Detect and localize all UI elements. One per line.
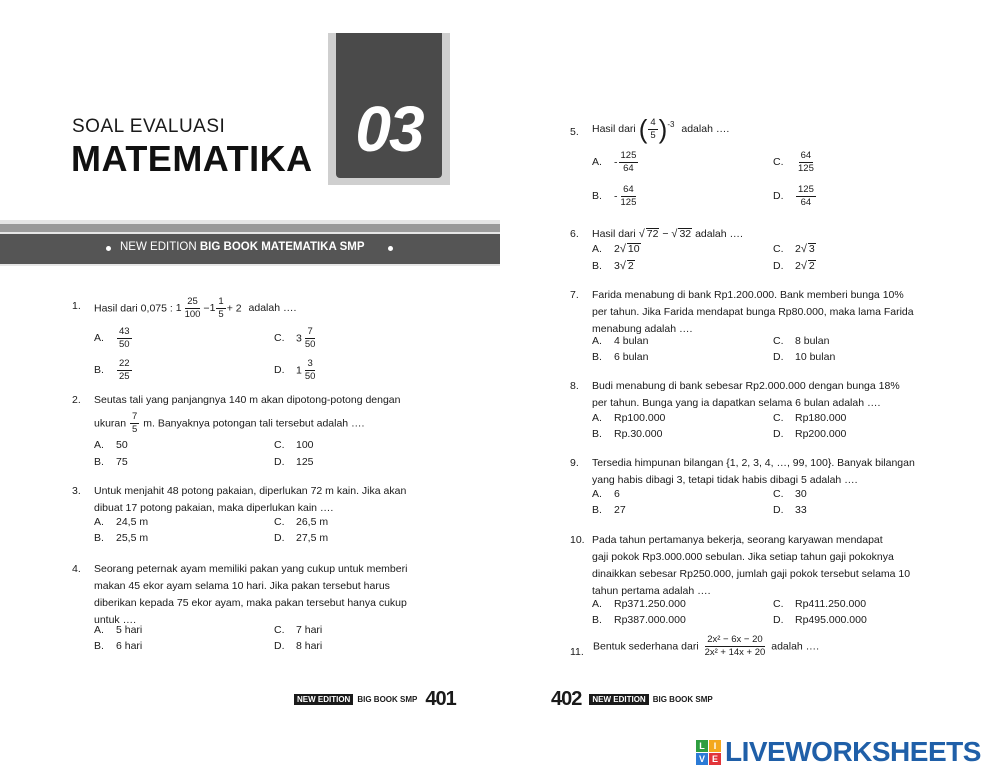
- option-c[interactable]: C. Rp411.250.000: [773, 598, 867, 610]
- question-suffix: adalah ….: [248, 302, 297, 315]
- question-line: untuk ….: [94, 614, 137, 626]
- option-c[interactable]: C. 100: [274, 439, 314, 451]
- rational-expression: $\frac{\text{2x² − 6x − 20}}{\text{2x² + 14x + 20}}$: [704, 634, 766, 658]
- banner-text: [120, 241, 365, 253]
- question-number: 3.: [72, 485, 81, 497]
- option-c[interactable]: C. 8 bulan: [773, 335, 830, 347]
- option-b[interactable]: B. 27: [592, 504, 626, 516]
- option-b[interactable]: B. 75: [94, 456, 128, 468]
- question-line: gaji pokok Rp3.000.000 sebulan. Jika setiap tahun gaji pokoknya: [592, 551, 894, 563]
- option-d[interactable]: D. 1 $\frac{3}{50}$: [274, 358, 316, 382]
- logo-tile: I: [709, 740, 721, 752]
- option-d[interactable]: D. 27,5 m: [274, 532, 329, 544]
- question-1: 1. Hasil dari 0,075 : 1 $\frac{25}{100}$ −1 $\frac{1}{5}$ + 2 adalah ….: [72, 296, 297, 320]
- question-line: Farida menabung di bank Rp1.200.000. Bank memberi bunga 10%: [592, 289, 904, 301]
- question-line: per tahun. Jika Farida mendapat bunga Rp80.000, maka lama Farida: [592, 306, 914, 318]
- option-d[interactable]: D. 8 hari: [274, 640, 323, 652]
- book-name: BIG BOOK SMP: [652, 695, 713, 704]
- option-a[interactable]: A. 2√ 10: [592, 243, 640, 255]
- option-c[interactable]: C. Rp180.000: [773, 412, 847, 424]
- option-a[interactable]: A. 24,5 m: [94, 516, 149, 528]
- logo-tile: E: [709, 753, 721, 765]
- question-line: dibuat 17 potong pakaian, maka diperlukan kain ….: [94, 502, 334, 514]
- option-d[interactable]: D. $\frac{125}{64}$: [773, 184, 814, 208]
- option-c[interactable]: C. 3 $\frac{7}{50}$: [274, 326, 316, 350]
- question-number: 1.: [72, 300, 81, 312]
- option-a[interactable]: A. Rp100.000: [592, 412, 666, 424]
- question-line: Seutas tali yang panjangnya 140 m akan dipotong-potong dengan: [94, 394, 401, 406]
- chapter-number-box: [336, 33, 442, 178]
- question-line: diberikan kepada 75 ekor ayam, maka pakan tersebut hanya cukup: [94, 597, 407, 609]
- option-c[interactable]: C. 2√ 3: [773, 243, 815, 255]
- option-b[interactable]: B. $\frac{22}{25}$: [94, 358, 130, 382]
- option-b[interactable]: B. Rp387.000.000: [592, 614, 686, 626]
- question-number: 4.: [72, 563, 81, 575]
- mixed-number: 1 $\frac{25}{100}$: [175, 296, 201, 320]
- page-number: 402: [551, 688, 582, 710]
- question-prefix: Hasil dari 0,075 :: [94, 302, 173, 315]
- question-line: Untuk menjahit 48 potong pakaian, diperlukan 72 m kain. Jika akan: [94, 485, 407, 497]
- option-d[interactable]: D. 2√ 2: [773, 260, 815, 272]
- logo-tile: V: [696, 753, 708, 765]
- option-a[interactable]: A. 50: [94, 439, 128, 451]
- book-name: BIG BOOK SMP: [357, 695, 418, 704]
- banner-dot-right: [388, 246, 393, 251]
- question-number: 9.: [570, 457, 579, 469]
- page-number: 401: [425, 688, 456, 710]
- option-d[interactable]: D. Rp495.000.000: [773, 614, 867, 626]
- option-c[interactable]: C. 26,5 m: [274, 516, 329, 528]
- option-c[interactable]: C. 30: [773, 488, 807, 500]
- parenthesized-fraction: ( $\frac{4}{5}$ ) $^{-3}$: [638, 114, 675, 144]
- banner-prefix: NEW EDITION: [120, 241, 197, 253]
- footer-right: [551, 688, 713, 711]
- question-line: per tahun. Bunga yang ia dapatkan selama 6 bulan adalah ….: [592, 397, 881, 409]
- question-2: [72, 392, 432, 438]
- question-line: ukuran $\frac{7}{5}$ m. Banyaknya potongan tali tersebut adalah ….: [94, 411, 365, 435]
- option-b[interactable]: B. 25,5 m: [94, 532, 149, 544]
- banner-stripe: [0, 224, 500, 232]
- question-line: yang habis dibagi 3, tetapi tidak habis dibagi 5 adalah ….: [592, 474, 858, 486]
- option-a[interactable]: A. 4 bulan: [592, 335, 649, 347]
- question-line: Tersedia himpunan bilangan {1, 2, 3, 4, …, 99, 100}. Banyak bilangan: [592, 457, 915, 469]
- option-d[interactable]: D. Rp200.000: [773, 428, 847, 440]
- question-line: menabung adalah ….: [592, 323, 693, 335]
- question-line: makan 45 ekor ayam selama 10 hari. Jika pakan tersebut harus: [94, 580, 390, 592]
- option-b[interactable]: B. Rp.30.000: [592, 428, 663, 440]
- option-c[interactable]: C. 7 hari: [274, 624, 323, 636]
- option-b[interactable]: B. 3√ 2: [592, 260, 634, 272]
- question-number: 2.: [72, 394, 81, 406]
- edition-badge: NEW EDITION: [294, 694, 353, 705]
- option-b[interactable]: B. 6 bulan: [592, 351, 649, 363]
- section-title: MATEMATIKA: [71, 138, 313, 179]
- chapter-number: 03: [355, 93, 423, 165]
- option-b[interactable]: B. - $\frac{64}{125}$: [592, 184, 637, 208]
- question-number: 5.: [570, 126, 579, 138]
- logo-tile: L: [696, 740, 708, 752]
- option-a[interactable]: A. 6: [592, 488, 620, 500]
- banner-bold: BIG BOOK MATEMATIKA SMP: [199, 241, 365, 253]
- option-a[interactable]: A. $\frac{43}{50}$: [94, 326, 130, 350]
- option-d[interactable]: D. 33: [773, 504, 807, 516]
- section-subtitle: SOAL EVALUASI: [72, 116, 226, 137]
- question-line: Seorang peternak ayam memiliki pakan yang cukup untuk memberi: [94, 563, 408, 575]
- watermark-text: LIVEWORKSHEETS: [725, 736, 981, 767]
- question-number: 10.: [570, 534, 585, 546]
- mixed-number: 1 $\frac{1}{5}$: [209, 296, 224, 320]
- liveworksheets-logo-icon: [696, 740, 721, 765]
- question-number: 6.: [570, 228, 579, 240]
- banner-dot-left: [106, 246, 111, 251]
- question-5: 5. Hasil dari ( $\frac{4}{5}$ ) $^{-3}$ adalah ….: [570, 114, 730, 144]
- option-a[interactable]: A. 5 hari: [94, 624, 143, 636]
- question-11: 11. Bentuk sederhana dari $\frac{\text{2x² − 6x − 20}}{\text{2x² + 14x + 20}}$ adalah ….: [570, 634, 930, 670]
- option-d[interactable]: D. 10 bulan: [773, 351, 836, 363]
- liveworksheets-watermark[interactable]: [696, 737, 981, 767]
- question-number: 7.: [570, 289, 579, 301]
- edition-badge: NEW EDITION: [589, 694, 648, 705]
- banner-bar: [0, 234, 500, 264]
- question-line: tahun pertama adalah ….: [592, 585, 711, 597]
- option-c[interactable]: C. $\frac{64}{125}$: [773, 150, 814, 174]
- option-a[interactable]: A. - $\frac{125}{64}$: [592, 150, 637, 174]
- chapter-tab: [328, 33, 450, 185]
- option-d[interactable]: D. 125: [274, 456, 314, 468]
- question-line: Pada tahun pertamanya bekerja, seorang karyawan mendapat: [592, 534, 883, 546]
- question-number: 8.: [570, 380, 579, 392]
- question-line: Budi menabung di bank sebesar Rp2.000.000 dengan bunga 18%: [592, 380, 900, 392]
- question-line: dinaikkan sebesar Rp250.000, jumlah gaji pokok tersebut selama 10: [592, 568, 911, 580]
- option-a[interactable]: A. Rp371.250.000: [592, 598, 686, 610]
- footer-left: [294, 688, 456, 711]
- option-b[interactable]: B. 6 hari: [94, 640, 143, 652]
- question-number: 11.: [570, 646, 584, 658]
